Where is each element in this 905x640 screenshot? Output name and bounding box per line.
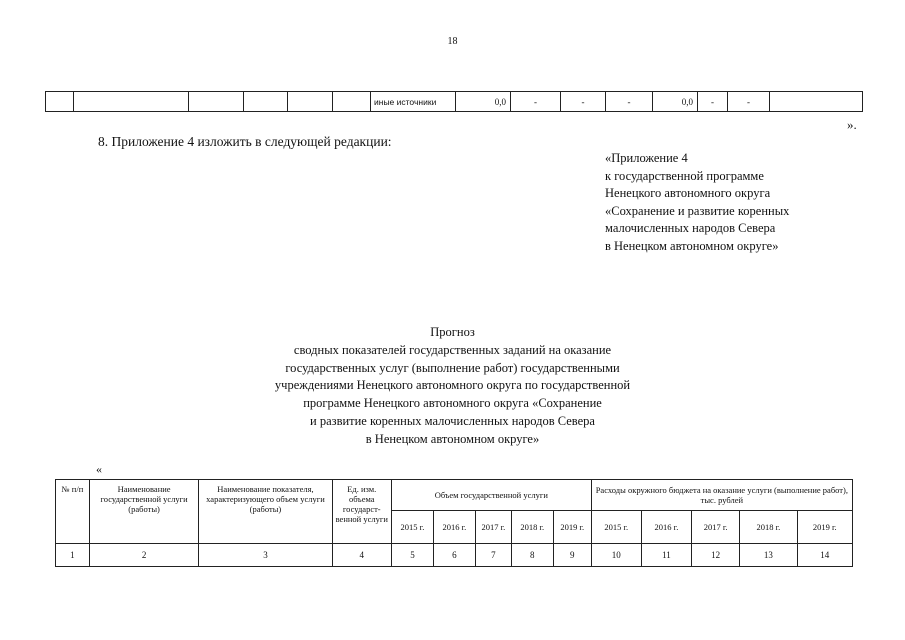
year-header: 2018 г. [740,511,797,544]
header-num: № п/п [56,480,90,544]
year-header: 2016 г. [433,511,475,544]
column-number: 10 [591,544,641,567]
year-header: 2019 г. [797,511,852,544]
appendix-line: в Ненецком автономном округе» [605,238,779,253]
column-number: 1 [56,544,90,567]
column-number: 8 [511,544,553,567]
column-number: 3 [199,544,332,567]
open-quote: « [96,462,102,476]
year-header: 2017 г. [475,511,511,544]
year-header: 2017 г. [692,511,740,544]
amendment-item: 8. Приложение 4 изложить в следующей редакции: [98,134,392,149]
title-line: программе Ненецкого автономного округа «Сохранение [303,396,602,411]
appendix-line: к государственной программе [605,168,764,183]
table-cell: - [561,92,606,112]
table-header-row [56,480,853,511]
year-header: 2016 г. [641,511,691,544]
table-cell: 0,0 [653,92,698,112]
closing-quote: ». [847,117,857,132]
title-line: и развитие коренных малочисленных народов Севера [310,413,595,428]
title-line: учреждениями Ненецкого автономного округа по государственной [274,378,631,393]
year-header: 2018 г. [511,511,553,544]
forecast-table [55,479,853,567]
column-number: 2 [89,544,199,567]
column-number: 5 [391,544,433,567]
table-cell: - [728,92,770,112]
column-number: 7 [475,544,511,567]
year-header: 2015 г. [391,511,433,544]
column-number-row [56,544,853,567]
column-number: 12 [692,544,740,567]
title-line: сводных показателей государственных заданий на оказание [293,342,612,357]
table-cell: 0,0 [456,92,511,112]
header-expenses: Расходы окружного бюджета на оказание услуги (выполнение работ), тыс. рублей [591,480,852,511]
column-number: 4 [332,544,391,567]
table-cell: - [698,92,728,112]
column-number: 11 [641,544,691,567]
title-line: Прогноз [430,325,475,339]
appendix-line: «Приложение 4 [605,151,688,165]
column-number: 14 [797,544,852,567]
source-label: иные источники [371,92,456,112]
column-number: 13 [740,544,797,567]
appendix-heading [605,150,789,255]
column-number: 9 [553,544,591,567]
document-title [180,324,725,449]
table-cell: - [511,92,561,112]
header-indicator: Наименование показателя, характеризующего объем услуги (работы) [199,480,332,544]
appendix-line: малочисленных народов Севера [605,221,776,235]
table-row [46,92,863,112]
header-volume: Объем государственной услуги [391,480,591,511]
year-header: 2015 г. [591,511,641,544]
header-unit: Ед. изм. объема государст-венной услуги [332,480,391,544]
header-service-name: Наименование государственной услуги (работы) [89,480,199,544]
title-line: в Ненецком автономном округе» [365,431,540,446]
page-number: 18 [447,36,458,47]
table-cell: - [606,92,653,112]
continuation-table [45,91,863,112]
appendix-line: «Сохранение и развитие коренных [605,203,790,218]
column-number: 6 [433,544,475,567]
year-header: 2019 г. [553,511,591,544]
appendix-line: Ненецкого автономного округа [605,186,771,200]
title-line: государственных услуг (выполнение работ) государственными [285,360,620,375]
